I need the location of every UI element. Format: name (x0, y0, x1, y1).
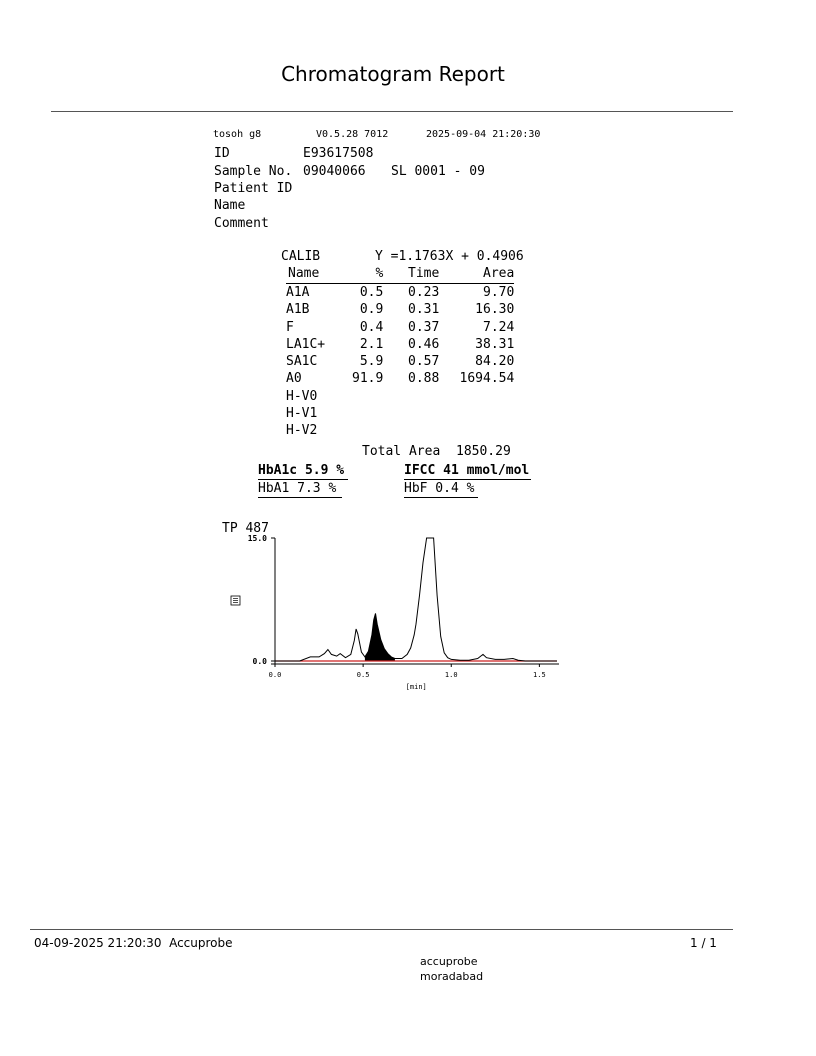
peak-time (383, 422, 439, 439)
peak-pct: 2.1 (359, 336, 384, 352)
report-title: Chromatogram Report (281, 62, 505, 86)
instrument-name: tosoh g8 (213, 129, 262, 140)
peak-pct: 0.9 (359, 302, 384, 318)
x-tick-label: 1.5 (533, 671, 546, 679)
peak-name: SA1C (286, 354, 318, 370)
peak-name: LA1C+ (286, 336, 326, 352)
id-label: ID (214, 146, 230, 161)
peak-name: A1B (286, 302, 310, 318)
table-row (286, 319, 514, 336)
chromatogram-chart (0, 510, 816, 710)
results-table (286, 265, 514, 440)
col-header-name: Name (286, 265, 352, 284)
peak-area: 7.24 (483, 319, 515, 335)
hba1-result: HbA1 7.3 % (258, 481, 342, 498)
x-tick-label: 1.0 (444, 671, 458, 679)
software-version: V0.5.28 7012 (316, 129, 389, 140)
peak-pct (352, 422, 383, 439)
peak-area: 84.20 (475, 354, 515, 370)
table-row (286, 284, 514, 302)
peak-area (439, 405, 514, 422)
col-header-pct: % (352, 265, 383, 284)
peak-name: H-V0 (286, 388, 318, 404)
peak-pct: 0.5 (359, 285, 384, 300)
peak-time: 0.23 (408, 285, 440, 300)
peak-pct (352, 405, 383, 422)
x-tick-labels (269, 671, 546, 679)
chart-title: TP 487 (222, 521, 269, 536)
total-area-label: Total Area (362, 444, 441, 459)
lab-location: moradabad (420, 970, 484, 983)
col-header-area: Area (439, 265, 514, 284)
peak-pct: 91.9 (352, 371, 384, 387)
hba1c-result: HbA1c 5.9 % (258, 463, 348, 480)
chromatogram-trace (275, 538, 557, 661)
y-tick-labels (248, 534, 267, 666)
x-axis-label: [min] (405, 683, 427, 691)
peak-time (383, 388, 439, 405)
peak-time: 0.46 (408, 336, 440, 352)
peak-name: A1A (286, 285, 310, 300)
results-header-row (286, 265, 514, 284)
lab-name: accuprobe (420, 955, 478, 968)
hbf-result: HbF 0.4 % (404, 481, 478, 498)
header-divider (51, 111, 733, 112)
x-tick-label: 0.0 (268, 671, 282, 679)
calib-label: CALIB (281, 249, 321, 264)
table-row (286, 353, 514, 370)
name-label: Name (214, 198, 246, 213)
peak-time: 0.57 (408, 354, 440, 370)
peak-area: 1694.54 (459, 371, 515, 387)
sample-value: 09040066 (303, 164, 366, 179)
table-row (286, 388, 514, 405)
peak-pct (352, 388, 383, 405)
table-row (286, 405, 514, 422)
y-tick-marks (271, 538, 275, 661)
total-area-value: 1850.29 (456, 444, 511, 459)
table-row (286, 370, 514, 387)
sl-value: SL 0001 - 09 (391, 164, 485, 179)
page-number: 1 / 1 (690, 936, 717, 950)
peak-time: 0.88 (408, 371, 440, 387)
y-tick-label: 15.0 (247, 534, 267, 543)
table-row (286, 336, 514, 353)
peak-area (439, 388, 514, 405)
peak-area: 16.30 (475, 302, 515, 318)
peak-time (383, 405, 439, 422)
y-tick-label: 0.0 (252, 657, 267, 666)
peak-pct: 5.9 (359, 354, 384, 370)
x-tick-label: 0.5 (356, 671, 370, 679)
peak-name: A0 (286, 371, 302, 387)
peak-name: F (286, 319, 294, 335)
peak-time: 0.31 (408, 302, 440, 318)
peak-area: 38.31 (475, 336, 515, 352)
peak-time: 0.37 (408, 319, 440, 335)
peak-name: H-V1 (286, 406, 318, 422)
calib-equation: Y =1.1763X + 0.4906 (375, 249, 524, 264)
col-header-time: Time (383, 265, 439, 284)
peak-area (439, 422, 514, 439)
id-value: E93617508 (303, 146, 374, 161)
table-row (286, 301, 514, 318)
peak-name: H-V2 (286, 423, 318, 439)
sample-label: Sample No. (214, 164, 293, 179)
patient-id-label: Patient ID (214, 181, 293, 196)
footer-datetime: 04-09-2025 21:20:30 Accuprobe (34, 936, 233, 950)
peak-area: 9.70 (483, 285, 515, 300)
y-unit-icon (231, 596, 240, 605)
ifcc-result: IFCC 41 mmol/mol (404, 463, 530, 478)
table-row (286, 422, 514, 439)
footer-divider (30, 929, 733, 930)
peak-pct: 0.4 (359, 319, 384, 335)
print-datetime: 2025-09-04 21:20:30 (426, 129, 541, 140)
comment-label: Comment (214, 216, 269, 231)
